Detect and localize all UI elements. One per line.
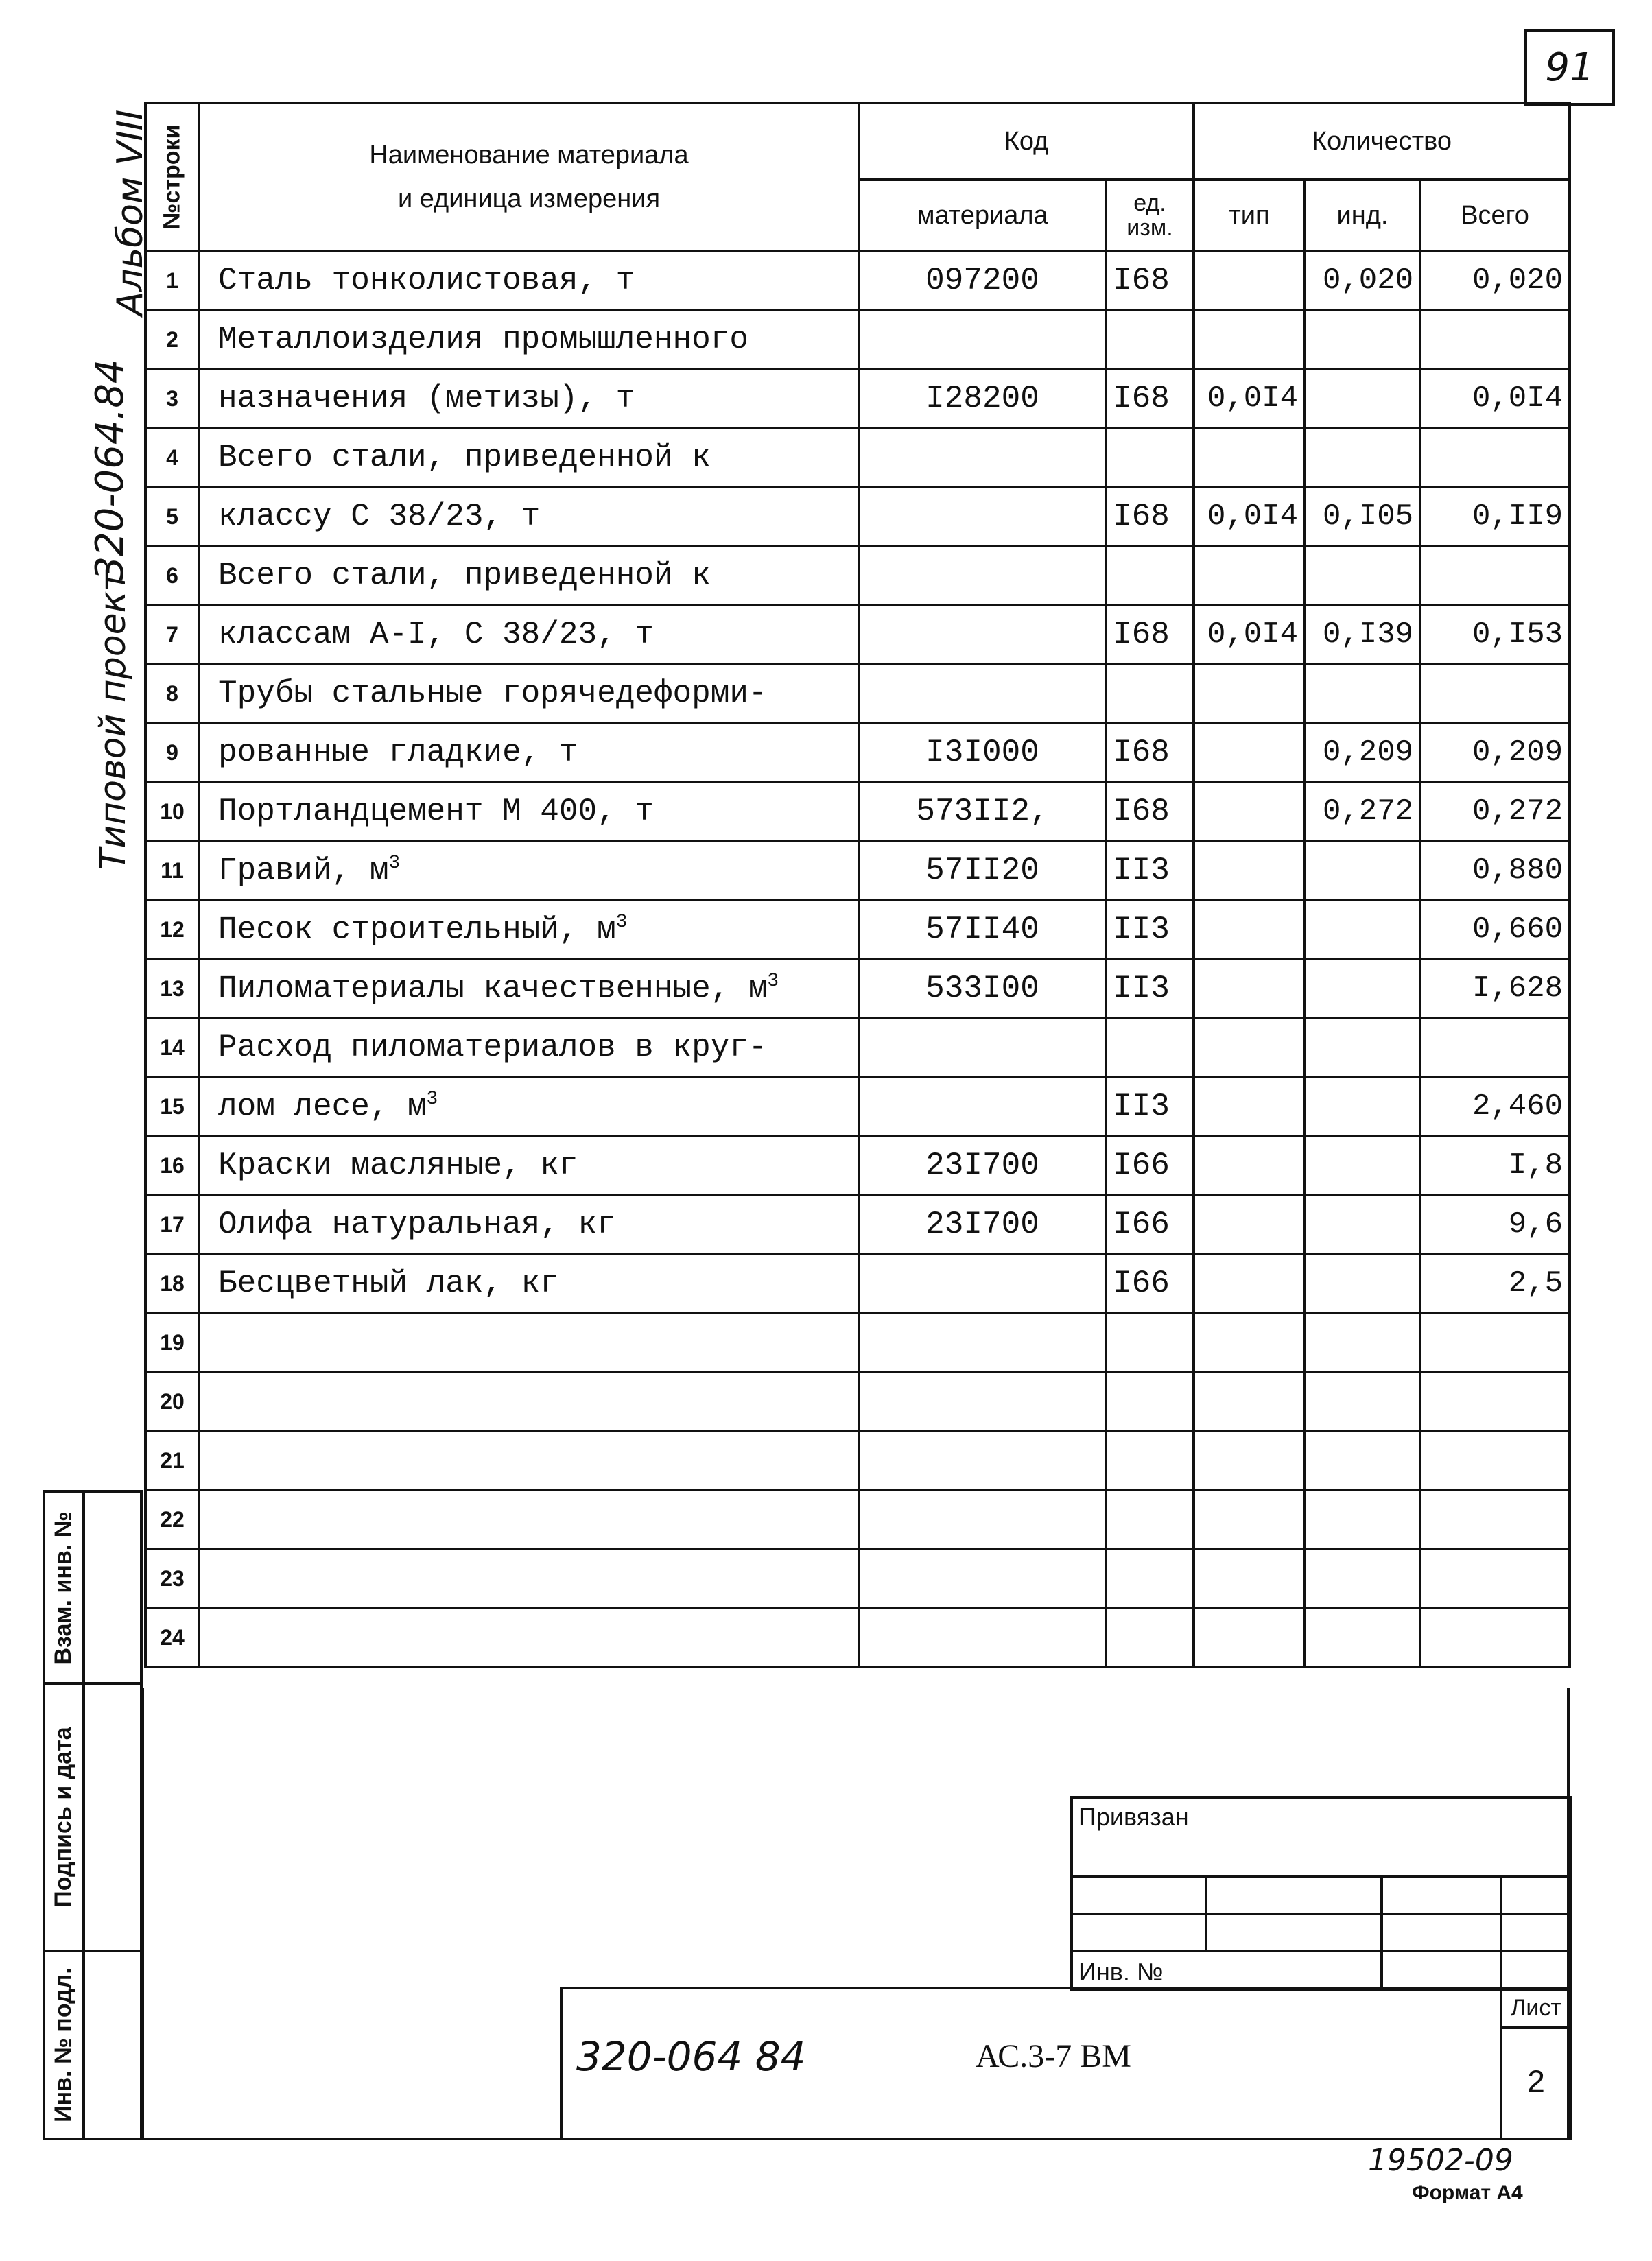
qty-type bbox=[1194, 782, 1305, 841]
material-code bbox=[859, 664, 1106, 723]
sheet-corner-number: 91 bbox=[1524, 29, 1615, 106]
material-name: Сталь тонколистовая, т bbox=[199, 251, 859, 310]
row-number: 19 bbox=[145, 1313, 199, 1372]
material-code bbox=[859, 546, 1106, 605]
row-number: 2 bbox=[145, 310, 199, 369]
qty-ind bbox=[1305, 959, 1420, 1018]
stamp-cell bbox=[1072, 1877, 1206, 1914]
qty-ind bbox=[1305, 369, 1420, 428]
unit-code: I68 bbox=[1106, 369, 1194, 428]
material-code bbox=[859, 1490, 1106, 1549]
unit-code: I66 bbox=[1106, 1254, 1194, 1313]
qty-total bbox=[1420, 310, 1570, 369]
privyazan-label: Привязан bbox=[1072, 1797, 1571, 1877]
unit-code bbox=[1106, 1372, 1194, 1431]
qty-total: 9,6 bbox=[1420, 1195, 1570, 1254]
table-row bbox=[145, 605, 1570, 664]
qty-type bbox=[1194, 723, 1305, 782]
unit-code: I68 bbox=[1106, 605, 1194, 664]
stamp-cell bbox=[1382, 1914, 1501, 1951]
unit-code bbox=[1106, 1549, 1194, 1608]
material-code: 23I700 bbox=[859, 1195, 1106, 1254]
qty-ind bbox=[1305, 1195, 1420, 1254]
material-name: рованные гладкие, т bbox=[199, 723, 859, 782]
qty-ind bbox=[1305, 1431, 1420, 1490]
unit-code: II3 bbox=[1106, 959, 1194, 1018]
table-row bbox=[145, 546, 1570, 605]
list-number: 2 bbox=[1501, 2028, 1571, 2139]
row-number: 13 bbox=[145, 959, 199, 1018]
table-row bbox=[145, 1431, 1570, 1490]
row-number: 16 bbox=[145, 1136, 199, 1195]
row-number: 12 bbox=[145, 900, 199, 959]
unit-code bbox=[1106, 546, 1194, 605]
table-row bbox=[145, 1077, 1570, 1136]
table-row bbox=[145, 723, 1570, 782]
qty-total: 0,020 bbox=[1420, 251, 1570, 310]
inv-no-label: Инв. № bbox=[1072, 1951, 1382, 1989]
header-qty-total: Всего bbox=[1420, 180, 1570, 251]
material-code bbox=[859, 1431, 1106, 1490]
material-code bbox=[859, 1313, 1106, 1372]
qty-ind bbox=[1305, 900, 1420, 959]
table-row bbox=[145, 251, 1570, 310]
stamp-cell bbox=[1501, 1877, 1571, 1914]
row-number: 17 bbox=[145, 1195, 199, 1254]
handwritten-project-code: 320-064 84 bbox=[576, 2033, 806, 2080]
material-code bbox=[859, 487, 1106, 546]
material-code: 23I700 bbox=[859, 1136, 1106, 1195]
qty-type bbox=[1194, 251, 1305, 310]
material-name: Всего стали, приведенной к bbox=[199, 428, 859, 487]
material-code bbox=[859, 428, 1106, 487]
podpis-data-label: Подпись и дата bbox=[49, 1727, 76, 1908]
header-material-name: Наименование материала и единица измерения bbox=[199, 103, 859, 251]
qty-total bbox=[1420, 1313, 1570, 1372]
qty-type: 0,0I4 bbox=[1194, 605, 1305, 664]
qty-type bbox=[1194, 900, 1305, 959]
qty-type bbox=[1194, 546, 1305, 605]
unit-superscript: 3 bbox=[426, 1088, 438, 1110]
qty-total bbox=[1420, 1372, 1570, 1431]
qty-total: 0,272 bbox=[1420, 782, 1570, 841]
qty-total bbox=[1420, 1431, 1570, 1490]
doc-code-cell bbox=[561, 1988, 1501, 2139]
unit-code bbox=[1106, 1018, 1194, 1077]
material-code bbox=[859, 1077, 1106, 1136]
material-code bbox=[859, 1372, 1106, 1431]
qty-type bbox=[1194, 959, 1305, 1018]
qty-ind: 0,I05 bbox=[1305, 487, 1420, 546]
material-name: Расход пиломатериалов в круг- bbox=[199, 1018, 859, 1077]
qty-ind bbox=[1305, 546, 1420, 605]
qty-type: 0,0I4 bbox=[1194, 369, 1305, 428]
row-number: 15 bbox=[145, 1077, 199, 1136]
qty-ind bbox=[1305, 1077, 1420, 1136]
qty-type bbox=[1194, 1608, 1305, 1667]
vzam-inv-label: Взам. инв. № bbox=[49, 1511, 76, 1665]
header-quantity-group: Количество bbox=[1194, 103, 1570, 180]
album-label: Альбом VIII bbox=[110, 109, 151, 316]
table-row bbox=[145, 487, 1570, 546]
material-code bbox=[859, 310, 1106, 369]
material-name: Портландцемент М 400, т bbox=[199, 782, 859, 841]
row-number: 9 bbox=[145, 723, 199, 782]
qty-type bbox=[1194, 1313, 1305, 1372]
material-name bbox=[199, 1431, 859, 1490]
material-code bbox=[859, 1608, 1106, 1667]
qty-type bbox=[1194, 841, 1305, 900]
qty-type bbox=[1194, 1018, 1305, 1077]
qty-ind bbox=[1305, 1490, 1420, 1549]
qty-total: 0,II9 bbox=[1420, 487, 1570, 546]
table-row bbox=[145, 1195, 1570, 1254]
qty-type bbox=[1194, 428, 1305, 487]
unit-code: II3 bbox=[1106, 1077, 1194, 1136]
unit-code bbox=[1106, 428, 1194, 487]
qty-type bbox=[1194, 1136, 1305, 1195]
unit-code bbox=[1106, 1431, 1194, 1490]
qty-ind bbox=[1305, 664, 1420, 723]
unit-superscript: 3 bbox=[615, 911, 628, 933]
row-number: 7 bbox=[145, 605, 199, 664]
material-code: 573II2, bbox=[859, 782, 1106, 841]
table-row bbox=[145, 664, 1570, 723]
list-label: Лист bbox=[1501, 1988, 1571, 2028]
table-row bbox=[145, 1136, 1570, 1195]
row-number: 4 bbox=[145, 428, 199, 487]
row-number: 24 bbox=[145, 1608, 199, 1667]
qty-total bbox=[1420, 1608, 1570, 1667]
header-qty-ind: инд. bbox=[1305, 180, 1420, 251]
qty-total: 2,460 bbox=[1420, 1077, 1570, 1136]
qty-total: 2,5 bbox=[1420, 1254, 1570, 1313]
table-row bbox=[145, 1372, 1570, 1431]
qty-type bbox=[1194, 1077, 1305, 1136]
table-row bbox=[145, 1490, 1570, 1549]
row-number: 20 bbox=[145, 1372, 199, 1431]
qty-ind bbox=[1305, 1313, 1420, 1372]
material-code bbox=[859, 605, 1106, 664]
qty-ind bbox=[1305, 841, 1420, 900]
qty-ind bbox=[1305, 1608, 1420, 1667]
qty-ind bbox=[1305, 1549, 1420, 1608]
material-name: Гравий, $м^3$ bbox=[199, 841, 859, 900]
qty-total bbox=[1420, 664, 1570, 723]
project-code-label: 320-064.84 bbox=[87, 359, 132, 581]
material-name bbox=[199, 1372, 859, 1431]
unit-code: I68 bbox=[1106, 251, 1194, 310]
material-code: 533I00 bbox=[859, 959, 1106, 1018]
unit-code bbox=[1106, 1608, 1194, 1667]
format-label: Формат А4 bbox=[1412, 2181, 1523, 2204]
material-name bbox=[199, 1549, 859, 1608]
material-name: Краски масляные, кг bbox=[199, 1136, 859, 1195]
row-number: 18 bbox=[145, 1254, 199, 1313]
qty-total: I,8 bbox=[1420, 1136, 1570, 1195]
material-name bbox=[199, 1490, 859, 1549]
footer-handwritten-number: 19502-09 bbox=[1368, 2143, 1513, 2178]
row-number: 8 bbox=[145, 664, 199, 723]
material-name: классам А-I, С 38/23, т bbox=[199, 605, 859, 664]
unit-code: I68 bbox=[1106, 723, 1194, 782]
qty-total: 0,I53 bbox=[1420, 605, 1570, 664]
stamp-cell bbox=[1501, 1914, 1571, 1951]
material-name bbox=[199, 1313, 859, 1372]
qty-type: 0,0I4 bbox=[1194, 487, 1305, 546]
qty-total: 0,880 bbox=[1420, 841, 1570, 900]
table-row bbox=[145, 1549, 1570, 1608]
material-name: Всего стали, приведенной к bbox=[199, 546, 859, 605]
stamp-cell bbox=[1206, 1914, 1382, 1951]
row-number: 14 bbox=[145, 1018, 199, 1077]
project-type-label: Типовой проект bbox=[93, 570, 134, 871]
qty-total: 0,209 bbox=[1420, 723, 1570, 782]
unit-code: II3 bbox=[1106, 900, 1194, 959]
material-code: I3I000 bbox=[859, 723, 1106, 782]
qty-type bbox=[1194, 1431, 1305, 1490]
unit-superscript: 3 bbox=[388, 852, 401, 874]
material-name: Трубы стальные горячедеформи- bbox=[199, 664, 859, 723]
materials-table bbox=[144, 102, 1571, 1668]
material-name: назначения (метизы), т bbox=[199, 369, 859, 428]
material-code: 57II20 bbox=[859, 841, 1106, 900]
material-name: Металлоизделия промышленного bbox=[199, 310, 859, 369]
header-code-unit: ед. изм. bbox=[1106, 180, 1194, 251]
row-number: 11 bbox=[145, 841, 199, 900]
header-code-material: материала bbox=[859, 180, 1106, 251]
qty-total bbox=[1420, 428, 1570, 487]
qty-ind bbox=[1305, 1018, 1420, 1077]
unit-code: I66 bbox=[1106, 1195, 1194, 1254]
qty-ind bbox=[1305, 1372, 1420, 1431]
row-number: 21 bbox=[145, 1431, 199, 1490]
qty-total: 0,660 bbox=[1420, 900, 1570, 959]
table-row bbox=[145, 900, 1570, 959]
stamp-cell bbox=[1382, 1951, 1501, 1989]
table-row bbox=[145, 841, 1570, 900]
unit-superscript: 3 bbox=[767, 970, 779, 992]
unit-code bbox=[1106, 310, 1194, 369]
qty-ind: 0,272 bbox=[1305, 782, 1420, 841]
qty-ind: 0,209 bbox=[1305, 723, 1420, 782]
unit-code: I68 bbox=[1106, 487, 1194, 546]
header-code-group: Код bbox=[859, 103, 1194, 180]
table-row bbox=[145, 310, 1570, 369]
qty-ind bbox=[1305, 310, 1420, 369]
privyazan-block bbox=[1070, 1796, 1572, 1991]
material-code bbox=[859, 1254, 1106, 1313]
stamp-cell bbox=[1072, 1914, 1206, 1951]
table-row bbox=[145, 782, 1570, 841]
header-row-number: №строки bbox=[145, 103, 199, 251]
qty-type bbox=[1194, 1254, 1305, 1313]
row-number: 22 bbox=[145, 1490, 199, 1549]
table-row bbox=[145, 1254, 1570, 1313]
row-number: 10 bbox=[145, 782, 199, 841]
row-number: 6 bbox=[145, 546, 199, 605]
qty-total bbox=[1420, 546, 1570, 605]
table-row bbox=[145, 1018, 1570, 1077]
qty-total bbox=[1420, 1018, 1570, 1077]
row-number: 23 bbox=[145, 1549, 199, 1608]
inv-podl-label: Инв. № подл. bbox=[49, 1967, 76, 2122]
table-row bbox=[145, 428, 1570, 487]
title-block bbox=[560, 1987, 1572, 2140]
qty-total: 0,0I4 bbox=[1420, 369, 1570, 428]
material-name: классу С 38/23, т bbox=[199, 487, 859, 546]
material-code bbox=[859, 1018, 1106, 1077]
qty-type bbox=[1194, 1490, 1305, 1549]
row-number: 3 bbox=[145, 369, 199, 428]
qty-type bbox=[1194, 1195, 1305, 1254]
row-number: 5 bbox=[145, 487, 199, 546]
unit-code: I68 bbox=[1106, 782, 1194, 841]
material-code: 097200 bbox=[859, 251, 1106, 310]
qty-type bbox=[1194, 664, 1305, 723]
qty-ind bbox=[1305, 1254, 1420, 1313]
unit-code: I66 bbox=[1106, 1136, 1194, 1195]
material-name: лом лесе, $м^3$ bbox=[199, 1077, 859, 1136]
stamp-cell bbox=[1501, 1951, 1571, 1989]
unit-code bbox=[1106, 1313, 1194, 1372]
material-name: Олифа натуральная, кг bbox=[199, 1195, 859, 1254]
qty-type bbox=[1194, 310, 1305, 369]
material-code: 57II40 bbox=[859, 900, 1106, 959]
material-name bbox=[199, 1608, 859, 1667]
qty-ind: 0,020 bbox=[1305, 251, 1420, 310]
qty-ind: 0,I39 bbox=[1305, 605, 1420, 664]
unit-code bbox=[1106, 664, 1194, 723]
unit-code bbox=[1106, 1490, 1194, 1549]
unit-code: II3 bbox=[1106, 841, 1194, 900]
material-name: Пиломатериалы качественные, $м^3$ bbox=[199, 959, 859, 1018]
material-name: Бесцветный лак, кг bbox=[199, 1254, 859, 1313]
qty-type bbox=[1194, 1549, 1305, 1608]
material-name: Песок строительный, $м^3$ bbox=[199, 900, 859, 959]
qty-ind bbox=[1305, 1136, 1420, 1195]
row-number: 1 bbox=[145, 251, 199, 310]
material-code: I28200 bbox=[859, 369, 1106, 428]
stamp-cell bbox=[1206, 1877, 1382, 1914]
qty-total: I,628 bbox=[1420, 959, 1570, 1018]
material-code bbox=[859, 1549, 1106, 1608]
header-qty-type: тип bbox=[1194, 180, 1305, 251]
qty-ind bbox=[1305, 428, 1420, 487]
qty-type bbox=[1194, 1372, 1305, 1431]
table-row bbox=[145, 369, 1570, 428]
table-row bbox=[145, 1313, 1570, 1372]
table-row bbox=[145, 1608, 1570, 1667]
qty-total bbox=[1420, 1549, 1570, 1608]
doc-code: АС.3-7 ВМ bbox=[976, 2038, 1131, 2074]
stamp-cell bbox=[1382, 1877, 1501, 1914]
table-row bbox=[145, 959, 1570, 1018]
qty-total bbox=[1420, 1490, 1570, 1549]
